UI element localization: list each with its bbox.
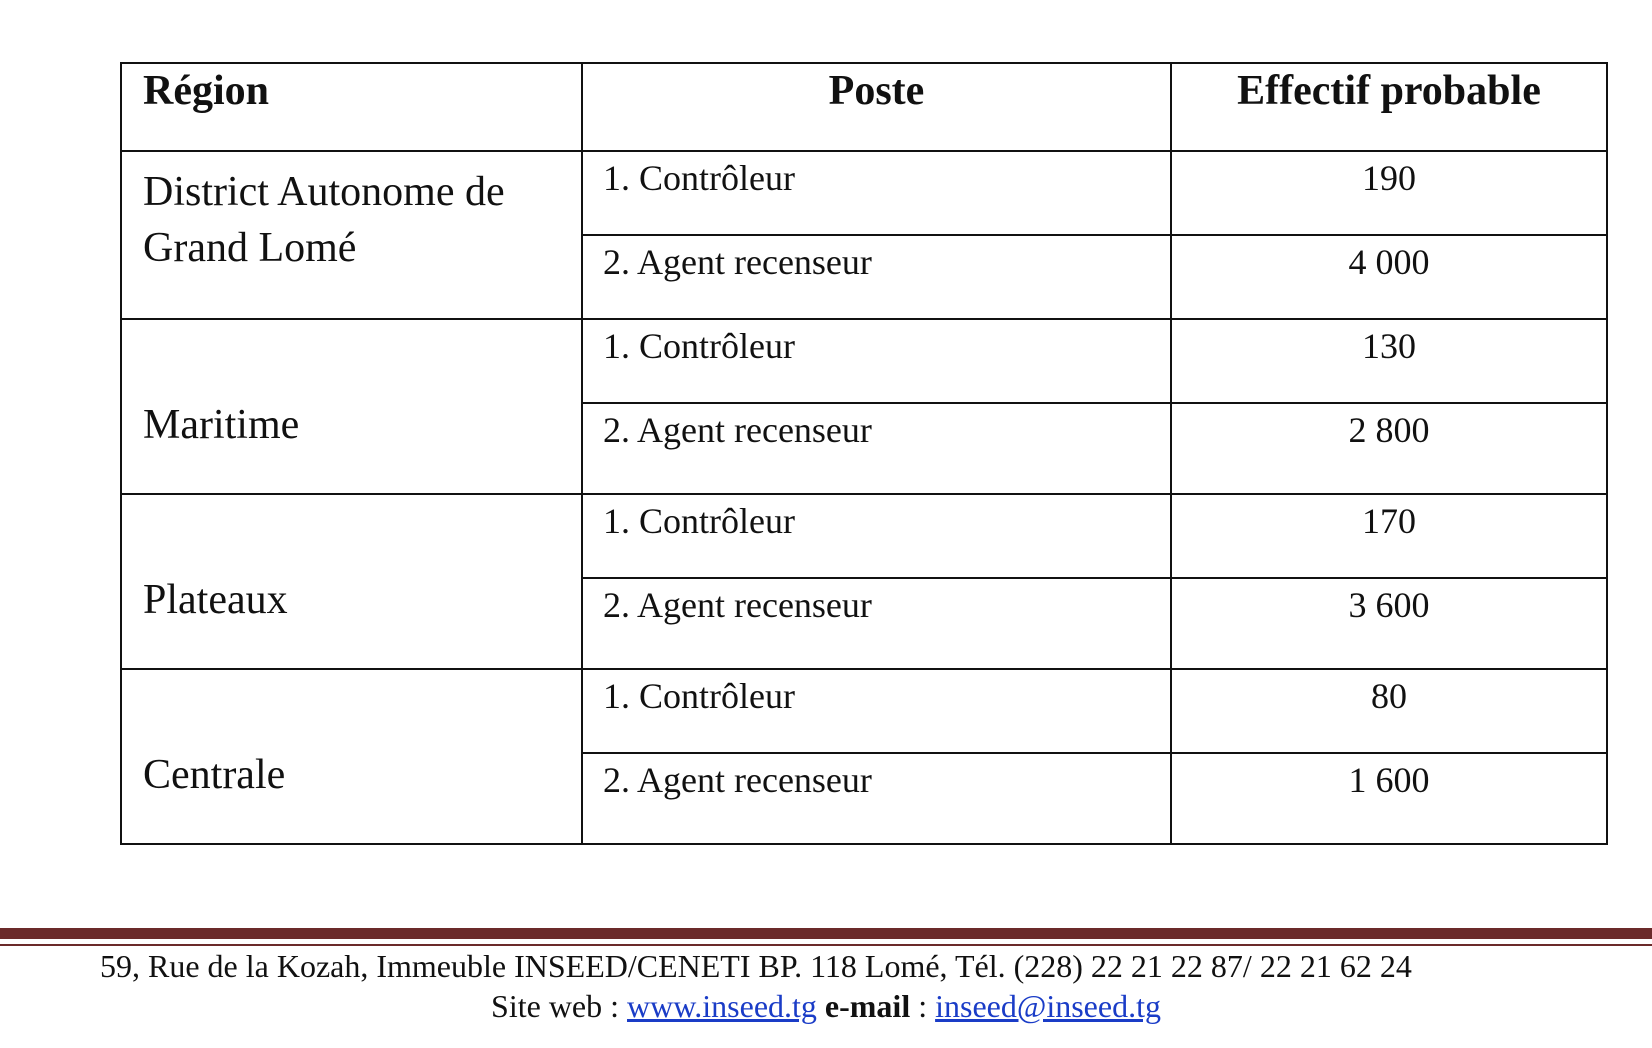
- effectif-cell: 3 600: [1171, 578, 1607, 669]
- email-separator: :: [918, 988, 928, 1024]
- email-link[interactable]: inseed@inseed.tg: [935, 988, 1161, 1024]
- region-cell: District Autonome de Grand Lomé: [121, 151, 582, 319]
- region-cell: Plateaux: [121, 494, 582, 669]
- table-row: [121, 669, 1607, 753]
- poste-cell: 2. Agent recenseur: [582, 578, 1171, 669]
- effectif-cell: 2 800: [1171, 403, 1607, 494]
- email-label: e-mail: [824, 988, 911, 1024]
- footer-rule: [0, 928, 1652, 939]
- effectif-cell: 4 000: [1171, 235, 1607, 319]
- effectif-cell: 80: [1171, 669, 1607, 753]
- header-region: Région: [121, 63, 582, 151]
- footer-address: 59, Rue de la Kozah, Immeuble INSEED/CENETI BP. 118 Lomé, Tél. (228) 22 21 22 87/ 22 21 62 24: [100, 948, 1412, 984]
- region-cell: Centrale: [121, 669, 582, 844]
- poste-cell: 2. Agent recenseur: [582, 753, 1171, 844]
- effectif-cell: 190: [1171, 151, 1607, 235]
- effectif-cell: 1 600: [1171, 753, 1607, 844]
- recruitment-table: [120, 62, 1608, 845]
- poste-cell: 1. Contrôleur: [582, 151, 1171, 235]
- site-label: Site web :: [491, 988, 620, 1024]
- table-row: [121, 494, 1607, 578]
- effectif-cell: 130: [1171, 319, 1607, 403]
- page-footer: [0, 946, 1652, 1026]
- table-row: [121, 319, 1607, 403]
- effectif-cell: 170: [1171, 494, 1607, 578]
- poste-cell: 1. Contrôleur: [582, 494, 1171, 578]
- poste-cell: 2. Agent recenseur: [582, 235, 1171, 319]
- region-cell: Maritime: [121, 319, 582, 494]
- table-header-row: [121, 63, 1607, 151]
- header-effectif: Effectif probable: [1171, 63, 1607, 151]
- header-poste: Poste: [582, 63, 1171, 151]
- table-row: [121, 151, 1607, 235]
- footer-contact: [0, 986, 1652, 1026]
- poste-cell: 1. Contrôleur: [582, 319, 1171, 403]
- poste-cell: 1. Contrôleur: [582, 669, 1171, 753]
- site-link[interactable]: www.inseed.tg: [627, 988, 817, 1024]
- poste-cell: 2. Agent recenseur: [582, 403, 1171, 494]
